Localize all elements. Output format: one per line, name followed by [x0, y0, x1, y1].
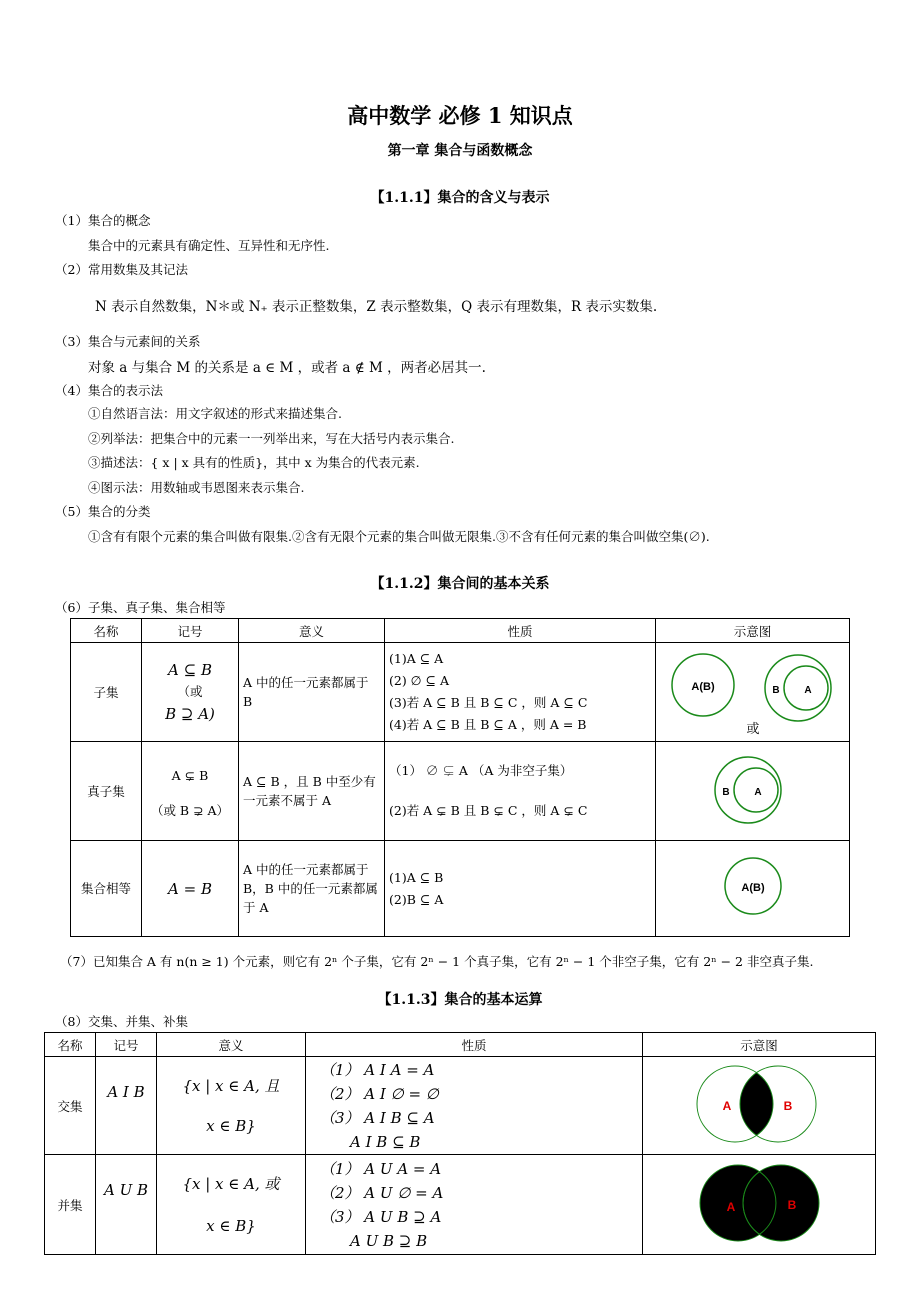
meaning-line: x ∈ B}: [206, 1116, 256, 1135]
row-meaning: A 中的任一元素都属于 B: [239, 643, 385, 742]
col-header: 意义: [157, 1033, 306, 1057]
item-1-title: （1）集合的概念: [55, 213, 151, 228]
property: A I B ⊆ B: [350, 1132, 421, 1151]
row-properties: [306, 1155, 643, 1255]
table-row: [45, 1155, 876, 1255]
row-name: 真子集: [71, 742, 142, 841]
proper-subset-venn-diagram: [658, 742, 848, 837]
col-header: 性质: [306, 1033, 643, 1057]
col-header: 名称: [45, 1033, 96, 1057]
row-name: 交集: [45, 1057, 96, 1155]
col-header: 示意图: [643, 1033, 876, 1057]
meaning-line: {x | x ∈ A, 且: [182, 1076, 280, 1095]
item-1-text: 集合中的元素具有确定性、互异性和无序性.: [88, 238, 330, 253]
property: (3)若 A ⊆ B 且 B ⊆ C ，则 A ⊆ C: [389, 695, 588, 710]
item-5-title: （5）集合的分类: [55, 504, 151, 519]
subset-venn-diagram: [658, 643, 848, 738]
meaning-line: x ∈ B}: [206, 1216, 256, 1235]
symbol-line: （或: [177, 684, 203, 699]
row-symbol: [142, 742, 239, 841]
row-properties: [385, 841, 656, 937]
row-meaning: [157, 1155, 306, 1255]
item-2-text: N 表示自然数集，N＊或 N₊ 表示正整数集，Z 表示整数集，Q 表示有理数集，R 表示实数集.: [95, 299, 658, 315]
row-meaning: A 中的任一元素都属于 B，B 中的任一元素都属于 A: [239, 841, 385, 937]
row-name: 并集: [45, 1155, 96, 1255]
label-a-b: A(B): [690, 681, 715, 693]
page-title: 高中数学 必修 1 知识点: [347, 103, 573, 128]
property: （2） A U ∅ = A: [320, 1183, 444, 1202]
col-header: 意义: [239, 619, 385, 643]
item-4-title: （4）集合的表示法: [55, 383, 163, 398]
equal-sets-diagram: [658, 841, 848, 933]
row-diagram: [656, 742, 850, 841]
label-a: A: [753, 787, 762, 798]
item-4-diagram: ④图示法：用数轴或韦恩图来表示集合.: [88, 480, 305, 495]
row-symbol: A U B: [96, 1155, 157, 1255]
col-header: 记号: [96, 1033, 157, 1057]
subset-relations-table: [70, 618, 850, 937]
section-heading-113: 【1.1.3】集合的基本运算: [377, 992, 543, 1008]
row-symbol: A I B: [96, 1057, 157, 1155]
property: （2） A I ∅ = ∅: [320, 1084, 439, 1103]
col-header: 名称: [71, 619, 142, 643]
item-4-natural: ①自然语言法：用文字叙述的形式来描述集合.: [88, 406, 342, 421]
label-a: A: [722, 1099, 732, 1113]
property: (1)A ⊆ B: [389, 869, 444, 885]
property: （1） A U A = A: [320, 1159, 442, 1178]
property: (2) ∅ ⊆ A: [389, 673, 450, 688]
item-3-title: （3）集合与元素间的关系: [55, 334, 201, 349]
property: （3） A U B ⊇ A: [320, 1207, 442, 1226]
union-venn-diagram: [645, 1155, 873, 1251]
row-diagram: [643, 1057, 876, 1155]
property: (2)B ⊆ A: [389, 891, 444, 907]
property: (4)若 A ⊆ B 且 B ⊆ A ，则 A = B: [389, 717, 587, 732]
item-2-title: （2）常用数集及其记法: [55, 262, 188, 277]
set-operations-table: [44, 1032, 876, 1255]
row-name: 子集: [71, 643, 142, 742]
property: (2)若 A ⊊ B 且 B ⊊ C ，则 A ⊊ C: [389, 803, 588, 818]
row-diagram: [656, 643, 850, 742]
table-row: [71, 841, 850, 937]
meaning-line: {x | x ∈ A, 或: [182, 1174, 280, 1193]
item-5-text: ①含有有限个元素的集合叫做有限集.②含有无限个元素的集合叫做无限集.③不含有任何元素的集合叫做空集(∅).: [88, 529, 710, 544]
col-header: 记号: [142, 619, 239, 643]
row-meaning: A ⊆ B ，且 B 中至少有一元素不属于 A: [239, 742, 385, 841]
row-properties: [306, 1057, 643, 1155]
property: （1） A I A = A: [320, 1060, 435, 1079]
symbol-line: A ⊆ B: [168, 661, 212, 679]
row-diagram: [643, 1155, 876, 1255]
label-b: B: [787, 1198, 797, 1212]
label-a: A: [726, 1200, 736, 1214]
property: （1） ∅ ⊊ A （A 为非空子集）: [389, 763, 573, 778]
property: (1)A ⊆ A: [389, 651, 444, 666]
item-8-title: （8）交集、并集、补集: [55, 1014, 188, 1029]
label-b: B: [721, 787, 730, 798]
symbol-line: （或 B ⊋ A）: [150, 803, 230, 818]
table-row: [45, 1057, 876, 1155]
label-b: B: [783, 1099, 793, 1113]
row-symbol: [142, 643, 239, 742]
row-meaning: [157, 1057, 306, 1155]
row-diagram: [656, 841, 850, 937]
label-a-b: A(B): [740, 882, 765, 894]
chapter-title: 第一章 集合与函数概念: [387, 143, 533, 159]
section-heading-112: 【1.1.2】集合间的基本关系: [370, 576, 550, 592]
property: A U B ⊇ B: [350, 1231, 428, 1250]
row-properties: [385, 643, 656, 742]
label-b: B: [771, 685, 780, 696]
label-a: A: [803, 685, 812, 696]
symbol-line: B ⊇ A): [165, 705, 215, 723]
table-row: [71, 643, 850, 742]
item-3-text: 对象 a 与集合 M 的关系是 a ∈ M ，或者 a ∉ M ，两者必居其一.: [88, 360, 486, 376]
item-7-text: （7）已知集合 A 有 n(n ≥ 1) 个元素，则它有 2ⁿ 个子集，它有 2ⁿ − 1 个真子集，它有 2ⁿ − 1 个非空子集，它有 2ⁿ − 2 非空真子集.: [60, 954, 814, 969]
intersection-venn-diagram: [645, 1057, 873, 1151]
col-header: 示意图: [656, 619, 850, 643]
table-row: [71, 742, 850, 841]
row-properties: [385, 742, 656, 841]
label-or: 或: [745, 722, 760, 737]
section-heading-111: 【1.1.1】集合的含义与表示: [370, 190, 550, 206]
row-symbol: A = B: [142, 841, 239, 937]
item-4-description: ③描述法：{ x | x 具有的性质}，其中 x 为集合的代表元素.: [88, 455, 420, 470]
item-6-title: （6）子集、真子集、集合相等: [55, 600, 226, 615]
symbol-line: A ⊊ B: [171, 768, 209, 783]
col-header: 性质: [385, 619, 656, 643]
row-name: 集合相等: [71, 841, 142, 937]
item-4-enumeration: ②列举法：把集合中的元素一一列举出来，写在大括号内表示集合.: [88, 431, 455, 446]
property: （3） A I B ⊆ A: [320, 1108, 435, 1127]
